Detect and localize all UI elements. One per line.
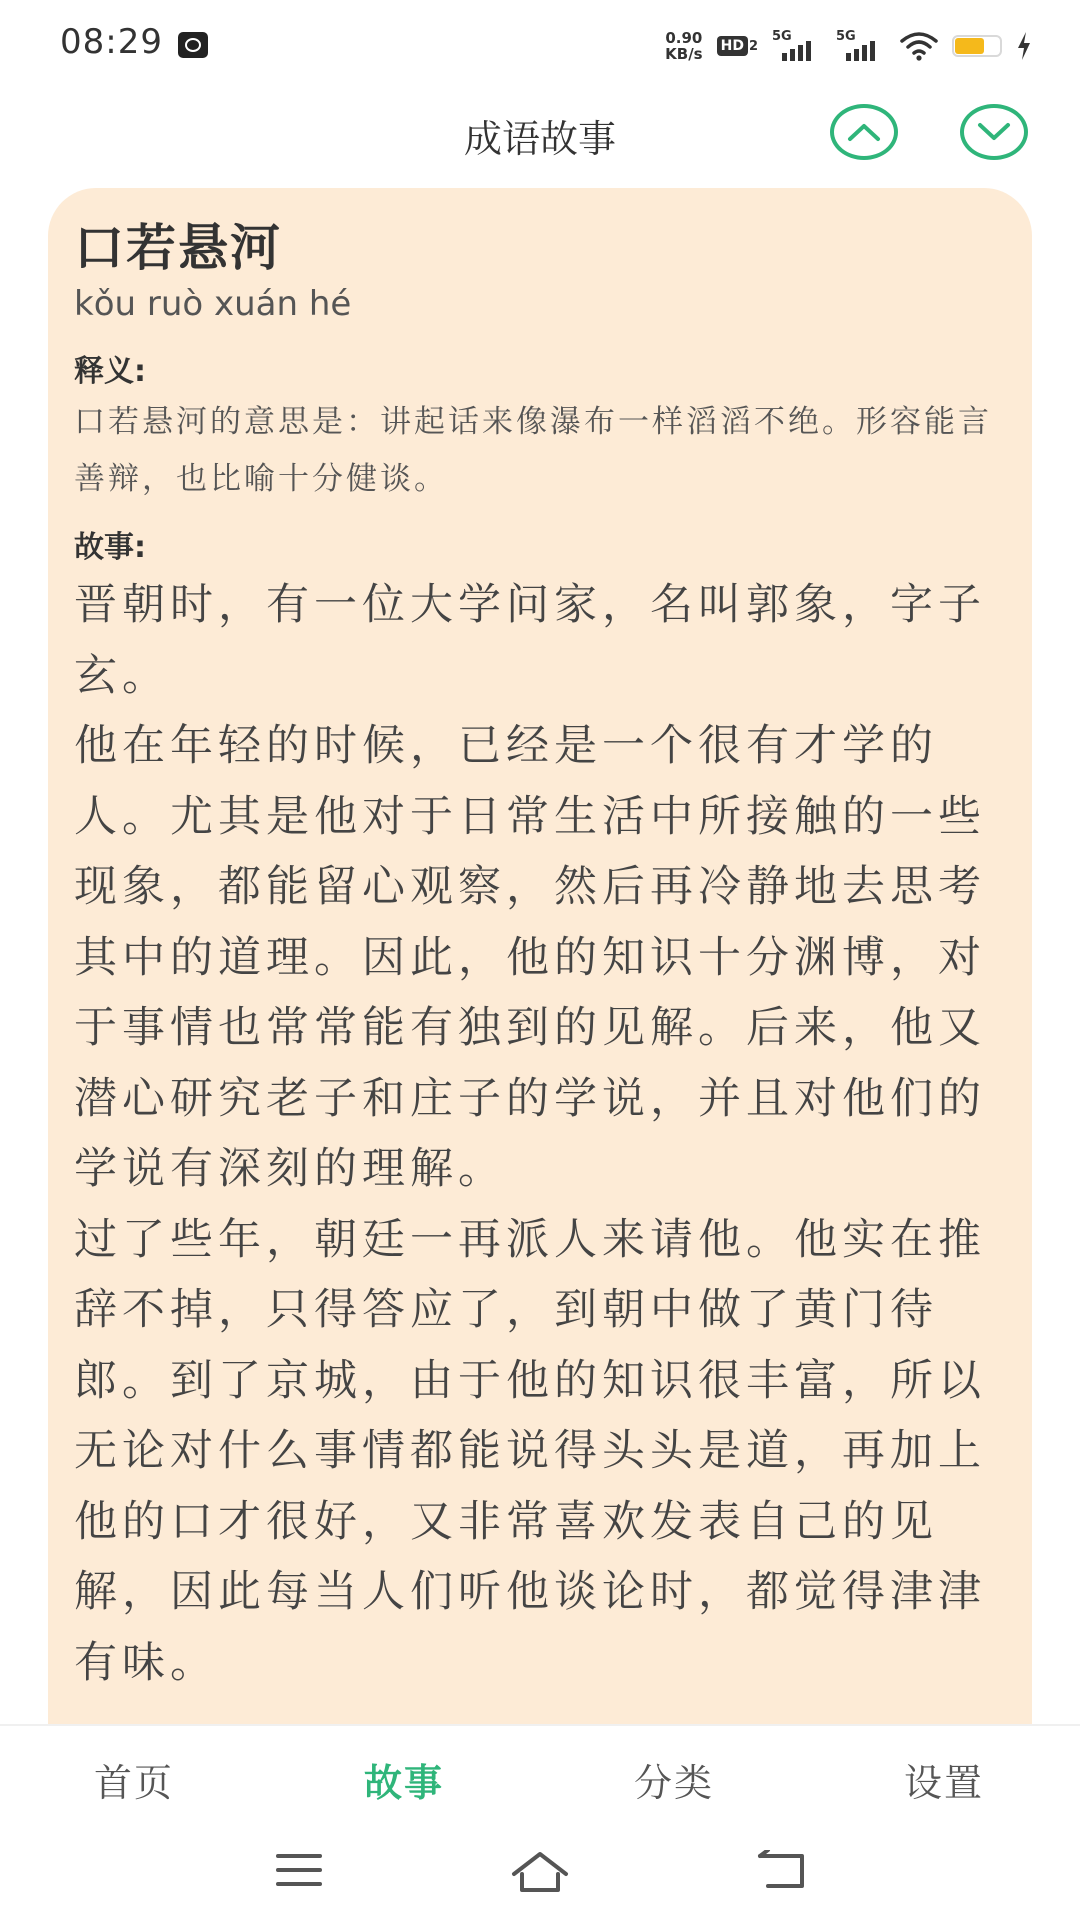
tab-home[interactable]: 首页 — [93, 1761, 174, 1805]
meaning-label: 释义: — [74, 354, 146, 389]
story-paragraph: 他在年轻的时候，已经是一个很有才学的人。尤其是他对于日常生活中所接触的一些现象，都能留心观察，然后再冷静地去思考其中的道理。因此，他的知识十分渊博，对于事情也常常能有独到的见解。后来，他又潜心研究老子和庄子的学说，并且对他们的学说有深刻的理解。 — [74, 721, 986, 1194]
page-title: 成语故事 — [463, 117, 616, 161]
story-paragraph: 过了些年，朝廷一再派人来请他。他实在推辞不掉，只得答应了，到朝中做了黄门待郎。到了京城，由于他的知识很丰富，所以无论对什么事情都能说得头头是道，再加上他的口才很好，又非常喜欢发表自己的见解，因此每当人们听他谈论时，都觉得津津有味。 — [74, 1214, 986, 1688]
battery-icon — [952, 35, 1002, 57]
next-idiom-button[interactable] — [960, 104, 1028, 160]
tab-settings[interactable]: 设置 — [903, 1761, 984, 1805]
menu-icon[interactable] — [274, 1850, 324, 1890]
meaning-text: 口若悬河的意思是：讲起话来像瀑布一样滔滔不绝。形容能言善辩，也比喻十分健谈。 — [74, 404, 992, 497]
signal-label-1: 5G — [772, 29, 792, 44]
signal-5g-icon-2 — [836, 29, 886, 63]
idiom-title: 口若悬河 — [74, 219, 282, 277]
previous-idiom-button[interactable] — [830, 104, 898, 160]
story-label: 故事: — [74, 530, 146, 565]
story-paragraph: 晋朝时，有一位大学问家，名叫郭象，字子玄。 — [74, 580, 986, 701]
hd-voice-icon — [717, 36, 758, 56]
tab-story[interactable]: 故事 — [363, 1761, 444, 1805]
story-text — [74, 570, 996, 1698]
bottom-tab-bar — [0, 1724, 1080, 1826]
hd-label: HD — [717, 36, 748, 56]
network-speed-value: 0.90 — [665, 29, 703, 47]
back-icon[interactable] — [756, 1850, 808, 1890]
status-time: 08:29 — [60, 22, 163, 62]
idiom-content — [74, 216, 996, 1698]
network-speed — [665, 30, 702, 62]
chevron-up-icon — [846, 121, 882, 143]
idiom-pinyin: kǒu ruò xuán hé — [74, 284, 352, 324]
hd-sub: 2 — [748, 38, 758, 54]
status-bar — [0, 0, 1080, 90]
tab-category[interactable]: 分类 — [633, 1761, 714, 1805]
signal-label-2: 5G — [836, 29, 856, 44]
notification-app-icon — [178, 32, 208, 58]
wifi-icon — [900, 31, 938, 61]
status-icons — [665, 24, 1032, 68]
charging-bolt-icon — [1016, 32, 1032, 60]
idiom-card[interactable] — [48, 188, 1032, 1728]
chevron-down-icon — [976, 121, 1012, 143]
system-navigation-bar — [0, 1824, 1080, 1920]
signal-5g-icon-1 — [772, 29, 822, 63]
network-speed-unit: KB/s — [665, 45, 703, 63]
home-icon[interactable] — [510, 1850, 570, 1894]
app-header — [0, 90, 1080, 180]
